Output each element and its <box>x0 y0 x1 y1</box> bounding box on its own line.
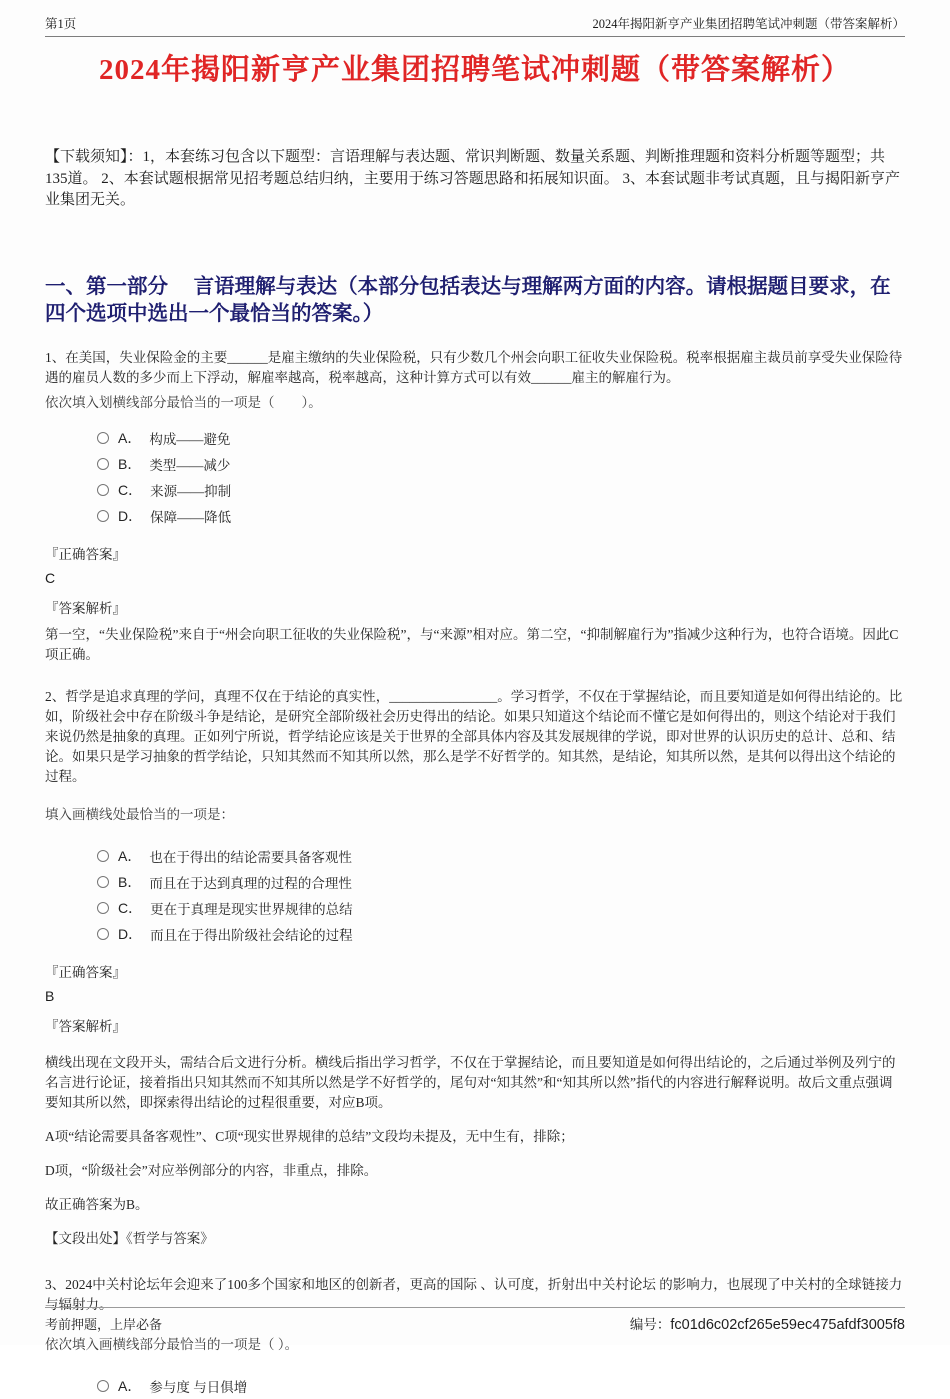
q2-option-a-text: 也在于得出的结论需要具备客观性 <box>149 849 352 865</box>
question-3-options <box>97 1373 905 1399</box>
q1-option-a <box>97 425 905 451</box>
footer-slogan: 考前押题，上岸必备 <box>45 1317 163 1332</box>
question-3-stem: 3、2024中关村论坛年会迎来了100多个国家和地区的创新者，更高的国际 、认可度，折射出中关村论坛 的影响力，也展现了中关村的全球链接力与辐射力。 <box>45 1276 903 1312</box>
q2-option-c <box>97 895 905 921</box>
q2-option-a-radio[interactable] <box>97 850 109 862</box>
q1-option-b <box>97 451 905 477</box>
q1-option-c-letter: C． <box>118 481 143 498</box>
q3-option-a-radio[interactable] <box>97 1380 109 1392</box>
question-2-options <box>97 843 905 947</box>
q2-analysis-paragraph-4: 故正确答案为B。 <box>45 1196 149 1212</box>
question-1-options <box>97 425 905 529</box>
q2-option-b-text: 而且在于达到真理的过程的合理性 <box>149 875 352 891</box>
q2-option-b <box>97 869 905 895</box>
q2-option-b-letter: B． <box>118 873 142 890</box>
q1-correct-answer-label: 『正确答案』 <box>45 546 126 562</box>
q1-analysis-label: 『答案解析』 <box>45 600 126 616</box>
q1-correct-answer: C <box>45 569 56 586</box>
document-title: 2024年揭阳新亨产业集团招聘笔试冲刺题（带答案解析） <box>98 54 851 86</box>
section-heading: 一、第一部分 言语理解与表达（本部分包括表达与理解两方面的内容。请根据题目要求，在四个选项中选出一个最恰当的答案。） <box>45 275 891 325</box>
header-doc-title: 2024年揭阳新亨产业集团招聘笔试冲刺题（带答案解析） <box>592 17 905 31</box>
q1-option-b-text: 类型——减少 <box>149 457 231 473</box>
question-1-prompt: 依次填入划横线部分最恰当的一项是（ ）。 <box>45 394 322 410</box>
q1-option-b-letter: B． <box>118 455 142 472</box>
question-2-stem: 2、哲学是追求真理的学问，真理不仅在于结论的真实性，________________。学习哲学，不仅在于掌握结论，而且要知道是如何得出结论的。比如，阶级社会中存在阶级斗争是结论，是研究全部阶级社会历史得出的结论。如果只知道这个结论而不懂它是如何得出的，则这个结论对于我们来说仍然是抽象的真理。正如列宁所说，哲学结论应该是关于世界的全部具体内容及其发展规律的学说，即对世界的认识历史的总计、总和、结论。如果只是学习抽象的哲学结论，只知其然而不知其所以然，那么是学不好哲学的。知其然，是结论，知其所以然，是其何以得出这个结论的过程。 <box>45 688 903 784</box>
question-2 <box>45 687 905 1249</box>
q1-option-a-letter: A． <box>118 429 142 446</box>
q1-option-a-text: 构成——避免 <box>149 431 231 447</box>
q2-correct-answer: B <box>45 987 55 1004</box>
q2-option-d <box>97 921 905 947</box>
q1-analysis-text: 第一空，“失业保险税”来自于“州会向职工征收的失业保险税”，与“来源”相对应。第二空，“抑制解雇行为”指减少这种行为，也符合语境。因此C项正确。 <box>45 626 899 662</box>
q1-option-d-letter: D． <box>118 507 143 524</box>
page-header <box>45 14 905 37</box>
q1-option-c <box>97 477 905 503</box>
download-notice: 【下载须知】：1，本套练习包含以下题型：言语理解与表达题、常识判断题、数量关系题、判断推理题和资料分析题等题型；共135道。 2、本套试题根据常见招考题总结归纳，主要用于练习答题思路和拓展知识面。 3、本套试题非考试真题，且与揭阳新亨产业集团无关。 <box>45 149 901 208</box>
q2-analysis-paragraph-3: D项，“阶级社会”对应举例部分的内容，非重点，排除。 <box>45 1162 378 1178</box>
question-3-prompt: 依次填入画横线部分最恰当的一项是（ ）。 <box>45 1336 299 1352</box>
q2-analysis-paragraph-2: A项“结论需要具备客观性”、C项“现实世界规律的总结”文段均未提及，无中生有，排除； <box>45 1128 574 1144</box>
q1-option-d-text: 保障——降低 <box>150 509 232 525</box>
q2-correct-answer-label: 『正确答案』 <box>45 964 126 980</box>
question-3 <box>45 1275 905 1399</box>
q1-option-c-text: 来源——抑制 <box>150 483 232 499</box>
q1-option-b-radio[interactable] <box>97 458 109 470</box>
footer-serial-value: fc01d6c02cf265e59ec475afdf3005f8 <box>670 1317 905 1333</box>
q2-option-c-text: 更在于真理是现实世界规律的总结 <box>150 901 353 917</box>
question-1-stem: 1、在美国，失业保险金的主要______是雇主缴纳的失业保险税，只有少数几个州会向职工征收失业保险税。税率根据雇主裁员前享受失业保险待遇的雇员人数的多少而上下浮动，解雇率越高，税率越高，这种计算方式可以有效______雇主的解雇行为。 <box>45 349 903 385</box>
q1-option-d <box>97 503 905 529</box>
page-footer <box>45 1307 905 1333</box>
q3-option-a-text: 参与度 与日俱增 <box>149 1379 248 1395</box>
q2-analysis-paragraph-1: 横线出现在文段开头，需结合后文进行分析。横线后指出学习哲学，不仅在于掌握结论，而且要知道是如何得出结论的，之后通过举例及列宁的名言进行论证，接着指出只知其然而不知其所以然是学不好哲学的，尾句对“知其然”和“知其所以然”指代的内容进行解释说明。故后文重点强调要知其所以然，即探索得出结论的过程很重要，对应B项。 <box>45 1054 896 1110</box>
q2-source-note: 【文段出处】《哲学与答案》 <box>45 1230 214 1246</box>
q1-option-a-radio[interactable] <box>97 432 109 444</box>
question-1 <box>45 348 905 665</box>
q1-option-d-radio[interactable] <box>97 510 109 522</box>
footer-serial-number <box>630 1313 905 1333</box>
footer-serial-label: 编号： <box>629 1317 671 1332</box>
q2-option-c-radio[interactable] <box>97 902 109 914</box>
q2-option-d-letter: D． <box>118 925 143 942</box>
q3-option-a-letter: A． <box>118 1377 142 1394</box>
q2-analysis-label: 『答案解析』 <box>45 1018 126 1034</box>
q1-option-c-radio[interactable] <box>97 484 109 496</box>
q2-option-c-letter: C． <box>118 899 143 916</box>
q2-option-a <box>97 843 905 869</box>
question-2-prompt: 填入画横线处最恰当的一项是： <box>45 806 234 822</box>
q2-option-a-letter: A． <box>118 847 142 864</box>
q2-option-d-text: 而且在于得出阶级社会结论的过程 <box>150 927 353 943</box>
q2-option-b-radio[interactable] <box>97 876 109 888</box>
header-page-number: 第1页 <box>45 17 77 31</box>
q3-option-a <box>97 1373 905 1399</box>
q2-option-d-radio[interactable] <box>97 928 109 940</box>
